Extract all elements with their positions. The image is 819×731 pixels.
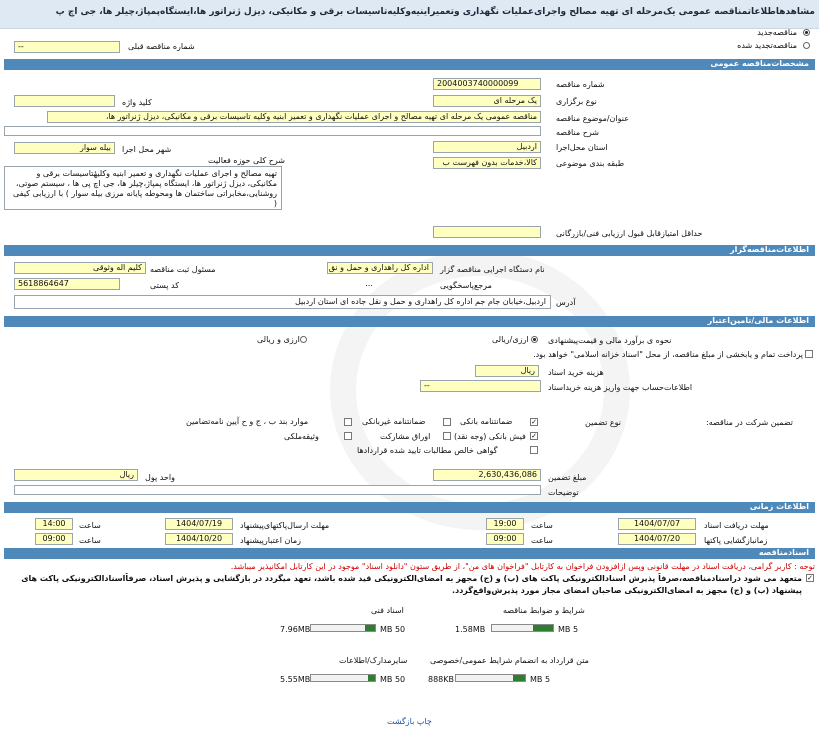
file-max-other: 50 MB <box>380 675 406 684</box>
file-bar-contract <box>455 674 526 682</box>
category-label: طبقه بندی موضوعی <box>556 159 625 168</box>
tender-type-label: نوع برگزاری <box>556 97 597 106</box>
file-fill-contract <box>513 675 525 681</box>
doc-fee-label: هزینه خرید اسناد <box>548 368 604 377</box>
section-financial: اطلاعات مالی/تامین‌اعتبار <box>4 316 815 327</box>
receive-date-field[interactable]: 1404/07/07 <box>618 518 696 530</box>
scope-textarea[interactable]: تهیه مصالح و اجرای عملیات نگهداری و تعمیر ابنیه وکلیهٔتاسیسات برقی و مکانیکی، دیزل ژنراتور ها، ایستگاه پمپاژ،چیلر ها، جی اچ پی ها ، سیستم صوتی، روشنایی،مخابراتی ساختمان ها ومحوطه پایانه مرزی بیله سوار ) با ارزیابی کیفی ( <box>4 166 282 210</box>
notes-label: توضیحات <box>548 488 579 497</box>
estimate-label: نحوه ی برآورد مالی و قیمت‌پیشنهادی <box>548 336 672 345</box>
fx-label: ارزی و ریالی <box>257 335 300 344</box>
file-used-contract: 888KB <box>428 675 455 684</box>
city-field[interactable]: بیله سوار <box>14 142 115 154</box>
category-field[interactable]: کالا،خدمات بدون فهرست ب <box>433 157 541 169</box>
officer-label: مسئول ثبت مناقصه <box>150 265 216 274</box>
validity-date-field[interactable]: 1404/10/20 <box>165 533 233 545</box>
file-label-terms: شرایط و ضوابط مناقصه <box>503 606 585 615</box>
page-title: مشاهدهاطلاعاتمناقصه عمومی یک‌مرحله ای تهیه مصالح واجرای‌عملیات نگهداری وتعمیراینیه‌وکلیه‌تاسیسات برقی و مکانیکی، دیزل ژنراتور ها،ایستگاه‌پمپاژ،چیلر ها، جی اچ پ <box>55 7 815 17</box>
prev-number-label: شماره مناقصه قبلی <box>128 42 195 51</box>
guarantee-label: تضمین شرکت در مناقصه: <box>706 418 794 427</box>
file-label-technical: اسناد فنی <box>371 606 404 615</box>
property-label: وثیقه‌ملکی <box>284 432 319 441</box>
city-label: شهر محل اجرا <box>122 145 172 154</box>
file-fill-terms <box>533 625 553 631</box>
scope-label: شرح کلی حوزه فعالیت <box>208 156 285 165</box>
receive-time-field[interactable]: 19:00 <box>486 518 524 530</box>
tender-number-field[interactable]: 2004003740000099 <box>433 78 541 90</box>
keyword-field[interactable] <box>14 95 115 107</box>
currency-field[interactable]: ریال <box>14 469 138 481</box>
agency-field[interactable]: اداره کل راهداری و حمل و نق <box>327 262 433 274</box>
receive-time-label: ساعت <box>531 521 553 530</box>
bank-guarantee-checkbox[interactable]: ✓ <box>531 418 537 426</box>
file-bar-technical <box>310 624 376 632</box>
renewed-tender-label: مناقصه‌تجدید شده <box>737 41 797 50</box>
commitment-checkbox[interactable]: ✓ <box>807 574 813 582</box>
amount-field[interactable]: 2,630,436,086 <box>433 469 541 481</box>
opening-label: زمانبازگشایی پاکتها <box>704 536 768 545</box>
doc-fee-field[interactable]: ریال <box>475 365 539 377</box>
bonds-label: اوراق مشارکت <box>380 432 431 441</box>
prev-number-field[interactable]: -- <box>14 41 120 53</box>
tender-number-label: شماره مناقصه <box>556 80 605 89</box>
submit-time-label: ساعت <box>79 521 101 530</box>
claims-label: گواهی خالص مطالبات تایید شده قراردادها <box>357 446 498 455</box>
opening-time-field[interactable]: 09:00 <box>486 533 524 545</box>
agency-label: نام دستگاه اجرایی مناقصه گزار <box>440 265 545 274</box>
article-guarantee-label: موارد بند ب ، ج و ح آیین نامه‌تضامین <box>186 417 309 426</box>
notes-field[interactable] <box>14 485 541 495</box>
treasury-text: پرداخت تمام و یابخشی از مبلغ مناقصه، از محل "اسناد خزانه اسلامی" خواهد بود. <box>533 350 803 359</box>
tender-type-field[interactable]: یک مرحله ای <box>433 95 541 107</box>
account-label: اطلاعات‌حساب جهت واریز هزینه خریداسناد <box>548 383 693 392</box>
submit-deadline-label: مهلت ارسال‌پاکتهای‌پیشنهاد <box>240 521 330 530</box>
new-tender-label: مناقصه‌جدید <box>757 28 797 37</box>
submit-time-field[interactable]: 14:00 <box>35 518 73 530</box>
submit-date-field[interactable]: 1404/07/19 <box>165 518 233 530</box>
file-bar-other <box>310 674 376 682</box>
guarantee-type-label: نوع تضمین <box>585 418 621 427</box>
contact-value: ... <box>365 279 373 288</box>
file-used-other: 5.55MB <box>280 675 311 684</box>
download-notice: توجه : کاربر گرامی، دریافت اسناد در مهلت قانونی وپس ازافزودن فراخوان به کارتابل "فراخوان های من"، از طریق ستون "دانلود اسناد" موجود در این کارتابل امکانپذیر میباشد. <box>230 562 815 571</box>
page-title-bar <box>0 0 819 29</box>
nonbank-guarantee-label: ضمانتنامه غیربانکی <box>362 417 426 426</box>
opening-date-field[interactable]: 1404/07/20 <box>618 533 696 545</box>
file-fill-technical <box>365 625 375 631</box>
account-field[interactable]: -- <box>420 380 541 392</box>
min-score-label: حداقل امتیازقابل قبول ارزیابی فنی/بازرگانی <box>556 229 703 238</box>
subject-label: عنوان/موضوع مناقصه <box>556 114 629 123</box>
rial-radio[interactable] <box>531 336 538 343</box>
print-back-links[interactable]: چاپ بازگشت <box>387 717 432 726</box>
contact-label: مرجع‌پاسخگویی <box>440 281 492 290</box>
postal-code-label: کد پستی <box>150 281 179 290</box>
file-max-technical: 50 MB <box>380 625 406 634</box>
bank-guarantee-label: ضمانتنامه بانکی <box>460 417 513 426</box>
bonds-checkbox[interactable] <box>443 432 451 440</box>
description-field[interactable] <box>4 126 541 136</box>
section-documents: اسنادمناقصه <box>4 548 815 559</box>
file-label-contract: متن قرارداد به انضمام شرایط عمومی/خصوصی <box>430 656 589 665</box>
new-tender-radio[interactable] <box>803 29 810 36</box>
commitment-text: متعهد می شود دراسنادمناقصه،صرفاً پذیرش اسنادالکترونیکی پاکت های (ب) و (ج) مجهز به امضای‌الکترونیکی قید شده باشد، تعهد میگردد در بازگشایی و پذیرش اسناد، صرفاًاسنادالکترونیکی پاکت های پیشنهاد (ب) و (ج) مجهز به امضای‌الکترونیکی صاحبان امضای مجاز مورد پذیرش‌واقع‌گردد. <box>21 574 802 595</box>
receive-deadline-label: مهلت دریافت اسناد <box>704 521 769 530</box>
file-fill-other <box>368 675 375 681</box>
opening-time-label: ساعت <box>531 536 553 545</box>
cash-check-checkbox[interactable]: ✓ <box>531 432 537 440</box>
amount-label: مبلغ تضمین <box>548 473 587 482</box>
address-field[interactable]: اردبیل،خیابان جام جم اداره کل راهداری و حمل و نقل جاده ای استان اردبیل <box>14 295 551 309</box>
validity-label: زمان اعتبارپیشنهاد <box>240 536 302 545</box>
file-label-other: سایرمدارک/اطلاعات <box>339 656 408 665</box>
officer-field[interactable]: کلیم اله وثوقی <box>14 262 146 274</box>
section-general: مشخصات‌مناقصه عمومی <box>4 59 815 70</box>
validity-time-label: ساعت <box>79 536 101 545</box>
rial-label: ارزی/ریالی <box>492 335 529 344</box>
nonbank-guarantee-checkbox[interactable] <box>443 418 451 426</box>
file-used-terms: 1.58MB <box>455 625 486 634</box>
currency-label: واحد پول <box>145 473 175 482</box>
file-bar-terms <box>491 624 554 632</box>
subject-field[interactable]: مناقصه عمومی یک مرحله ای تهیه مصالح و اجرای عملیات نگهداری و تعمیر ابنیه وکلیه تاسیسات برقی و مکانیکی، دیزل ژنراتور ها، <box>47 111 541 123</box>
address-label: آدرس <box>556 298 576 307</box>
article-guarantee-checkbox[interactable] <box>344 418 352 426</box>
property-checkbox[interactable] <box>344 432 352 440</box>
province-label: استان محل‌اجرا <box>556 143 608 152</box>
file-max-terms: 5 MB <box>558 625 579 634</box>
min-score-field[interactable] <box>433 226 541 238</box>
postal-code-field[interactable]: 5618864647 <box>14 278 120 290</box>
fx-radio[interactable] <box>300 336 307 343</box>
treasury-checkbox[interactable] <box>805 350 813 358</box>
renewed-tender-radio[interactable] <box>803 42 810 49</box>
file-used-technical: 7.96MB <box>280 625 311 634</box>
file-max-contract: 5 MB <box>530 675 551 684</box>
province-field[interactable]: اردبیل <box>433 141 541 153</box>
claims-checkbox[interactable] <box>530 446 538 454</box>
description-label: شرح مناقصه <box>556 128 600 137</box>
keyword-label: کلید واژه <box>122 98 152 107</box>
section-organizer: اطلاعات‌مناقصه‌گزار <box>4 245 815 256</box>
validity-time-field[interactable]: 09:00 <box>35 533 73 545</box>
cash-check-label: فیش بانکی (وجه نقد) <box>454 432 526 441</box>
section-timing: اطلاعات زمانی <box>4 502 815 513</box>
